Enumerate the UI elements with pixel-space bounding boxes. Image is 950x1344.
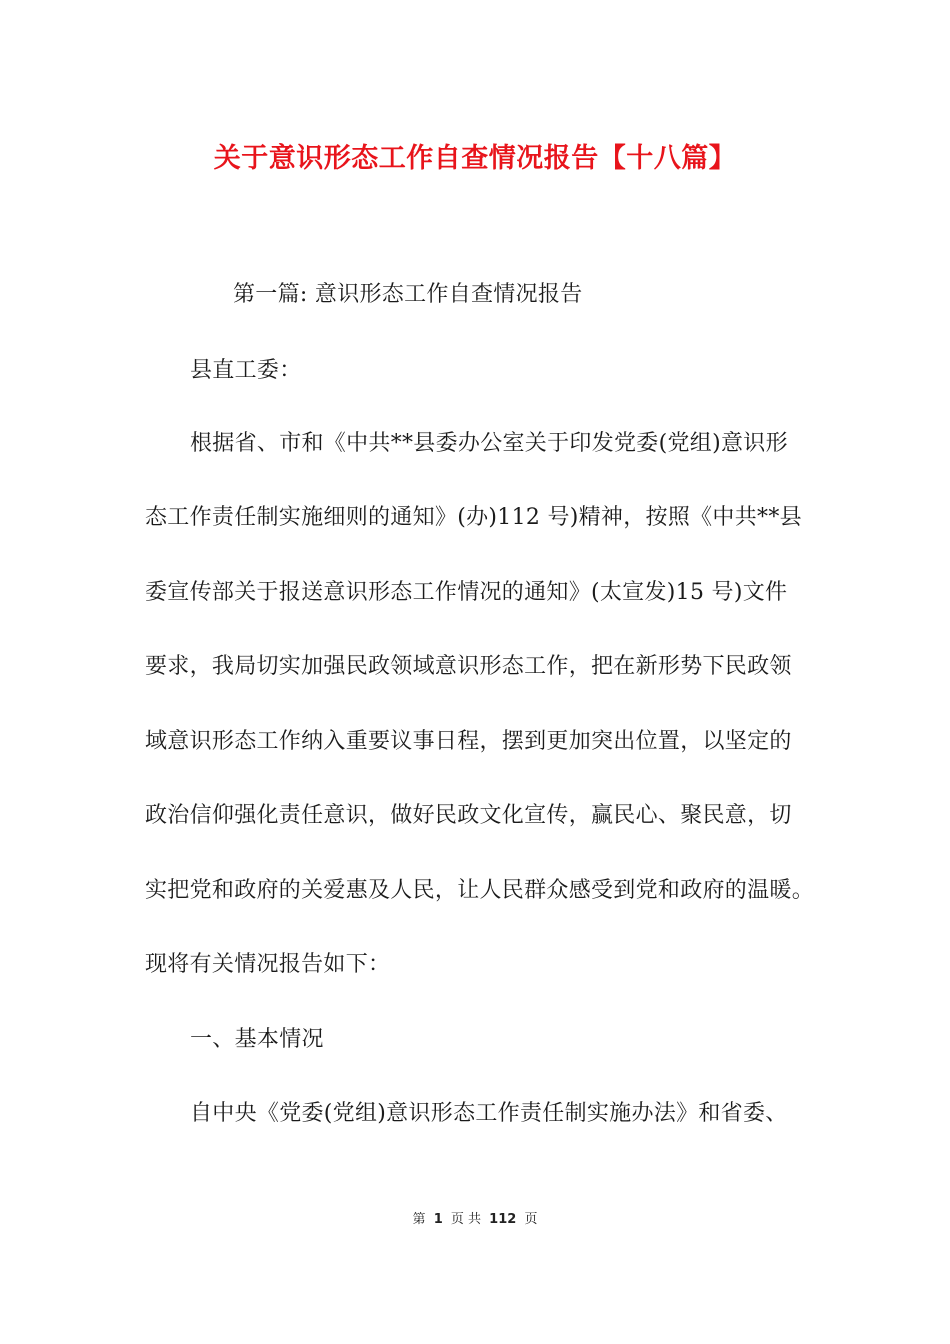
page-number: 1 [433,1212,443,1227]
section-heading: 第一篇: 意识形态工作自查情况报告 [233,282,583,307]
footer-prefix: 第 [412,1212,426,1227]
footer-mid: 页 共 [450,1212,482,1227]
page-total: 112 [489,1212,517,1227]
paragraph-line: 委宣传部关于报送意识形态工作情况的通知》(太宣发)15 号)文件 [145,580,788,605]
paragraph-line: 态工作责任制实施细则的通知》(办)112 号)精神，按照《中共**县 [145,505,802,530]
paragraph-line: 要求，我局切实加强民政领域意识形态工作，把在新形势下民政领 [145,654,792,679]
salutation: 县直工委： [190,358,302,383]
document-title: 关于意识形态工作自查情况报告【十八篇】 [213,143,737,174]
paragraph-line: 实把党和政府的关爱惠及人民，让人民群众感受到党和政府的温暖。 [145,878,815,903]
page-footer [0,1208,950,1227]
paragraph-line: 现将有关情况报告如下： [145,952,391,977]
footer-suffix: 页 [524,1212,538,1227]
paragraph-line: 政治信仰强化责任意识，做好民政文化宣传，赢民心、聚民意，切 [145,803,792,828]
paragraph-line: 根据省、市和《中共**县委办公室关于印发党委(党组)意识形 [190,431,788,456]
paragraph-line: 域意识形态工作纳入重要议事日程，摆到更加突出位置，以坚定的 [145,729,792,754]
subsection-heading: 一、基本情况 [190,1027,324,1052]
paragraph-line: 自中央《党委(党组)意识形态工作责任制实施办法》和省委、 [190,1101,788,1126]
